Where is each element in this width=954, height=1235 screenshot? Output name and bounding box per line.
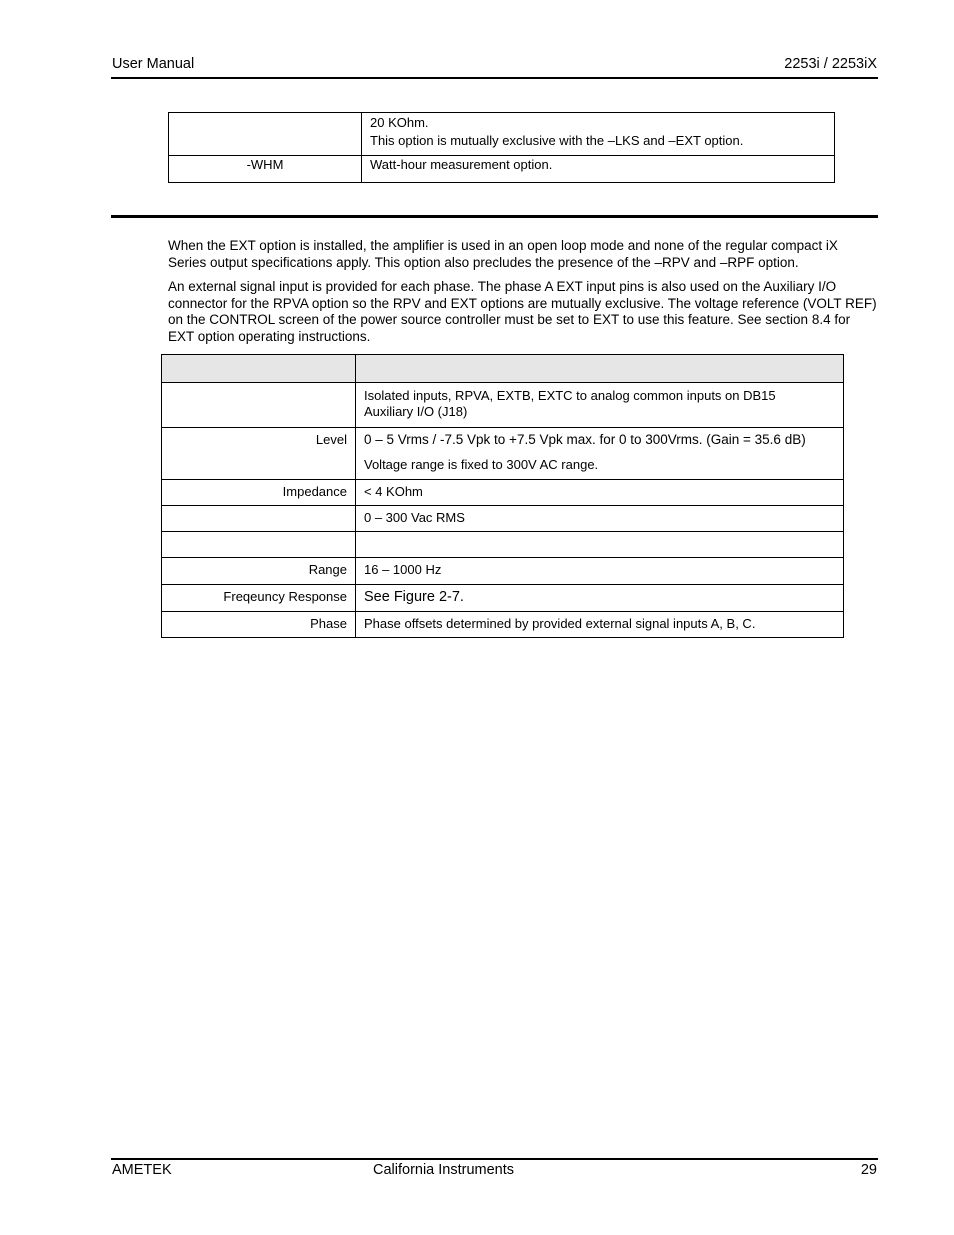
body-paragraph: An external signal input is provided for each phase. The phase A EXT input pins is also used on the Auxiliary I/O connector for the RPVA option so the RPV and EXT options are mutually exclusive. The voltage reference (VOLT REF) on the CONTROL screen of the power source controller must be set to EXT to use this feature. See section 8.4 for EXT option operating instructions. (168, 279, 877, 344)
spec-value: 0 – 300 Vac RMS (356, 506, 844, 532)
option-description: Watt-hour measurement option. (362, 156, 835, 183)
spec-parameter: Phase (162, 612, 356, 638)
option-description (362, 113, 835, 156)
spec-parameter: Range (162, 558, 356, 585)
spec-value: 0 – 5 Vrms / -7.5 Vpk to +7.5 Vpk max. for 0 to 300Vrms. (Gain = 35.6 dB) Voltage range is fixed to 300V AC range. (356, 428, 844, 480)
page-footer (111, 1158, 878, 1178)
spec-value (356, 532, 844, 558)
spec-value: Isolated inputs, RPVA, EXTB, EXTC to analog common inputs on DB15 Auxiliary I/O (J18) (356, 383, 844, 428)
header-title: User Manual (112, 56, 195, 72)
option-code: -WHM (169, 156, 362, 183)
table-row (169, 113, 835, 156)
description-line: This option is mutually exclusive with the –LKS and –EXT option. (370, 133, 744, 148)
table-row (162, 480, 844, 506)
spec-parameter (162, 383, 356, 428)
section-rule (111, 215, 878, 218)
column-header (356, 355, 844, 383)
page-number: 29 (860, 1162, 877, 1178)
table-row (162, 532, 844, 558)
table-row (169, 156, 835, 183)
table-row (162, 383, 844, 428)
header-model: 2253i / 2253iX (784, 56, 877, 72)
table-row (162, 585, 844, 612)
column-header (162, 355, 356, 383)
spec-value: < 4 KOhm (356, 480, 844, 506)
footer-division: California Instruments (373, 1162, 515, 1178)
description-line: 20 KOhm. (370, 115, 429, 130)
table-row (162, 506, 844, 532)
spec-parameter: Freqeuncy Response (162, 585, 356, 612)
spec-parameter (162, 532, 356, 558)
spec-value: See Figure 2-7. (356, 585, 844, 612)
spec-parameter: Level (162, 428, 356, 480)
table-header-row (162, 355, 844, 383)
option-code (169, 113, 362, 156)
table-row (162, 428, 844, 480)
spec-parameter (162, 506, 356, 532)
ext-spec-table (161, 354, 844, 638)
body-paragraph: When the EXT option is installed, the amplifier is used in an open loop mode and none of the regular compact iX Series output specifications apply. This option also precludes the presence of the –RPV and –RPF option. (168, 238, 838, 270)
spec-value: 16 – 1000 Hz (356, 558, 844, 585)
page-header (111, 55, 878, 79)
spec-value: Phase offsets determined by provided external signal inputs A, B, C. (356, 612, 844, 638)
table-row (162, 612, 844, 638)
footer-company: AMETEK (112, 1162, 172, 1178)
options-table (168, 112, 835, 183)
table-row (162, 558, 844, 585)
spec-parameter: Impedance (162, 480, 356, 506)
